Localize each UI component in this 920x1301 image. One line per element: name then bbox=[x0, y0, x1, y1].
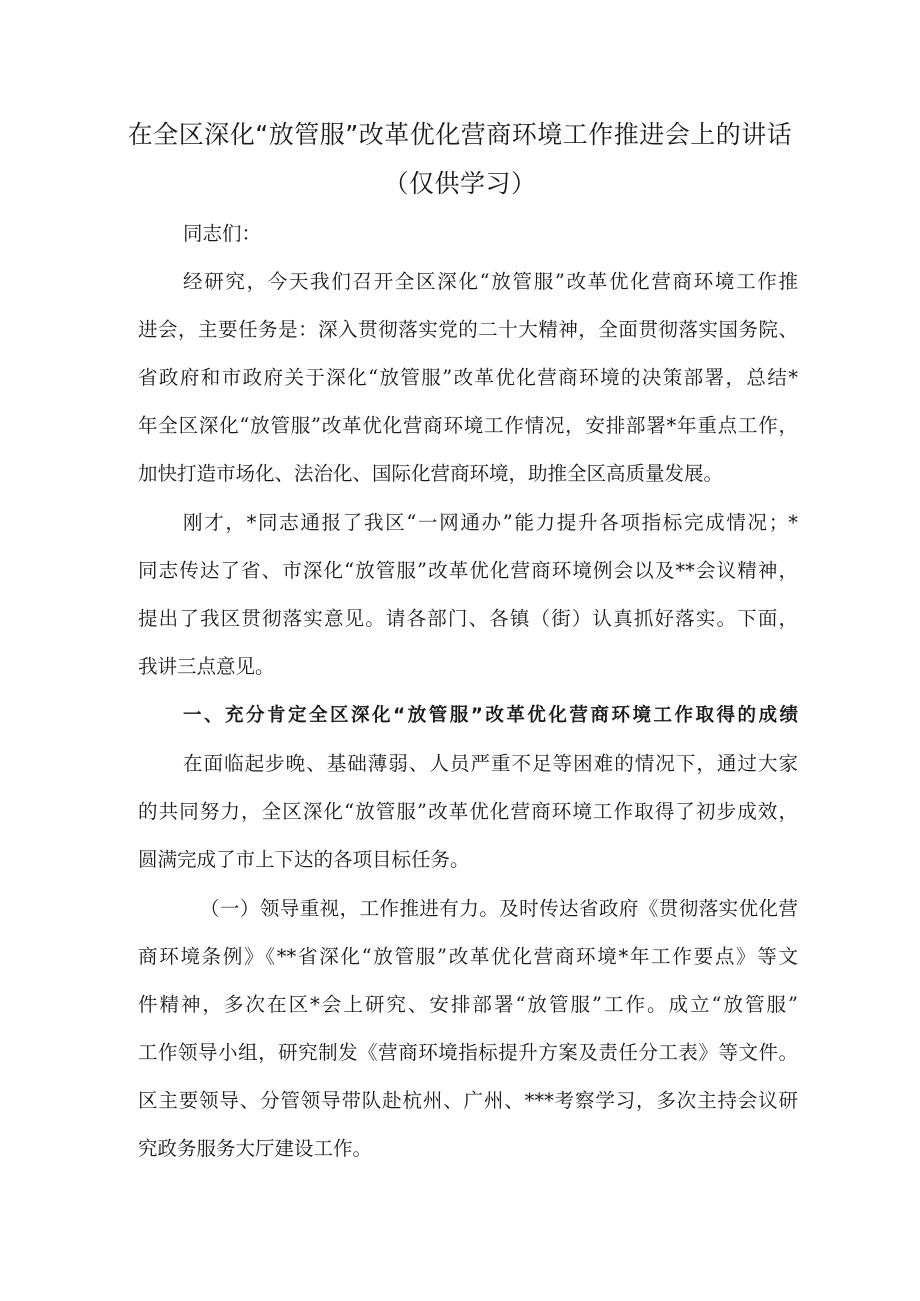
salutation: 同志们： bbox=[183, 222, 262, 245]
paragraph-3-line-2: 的共同努力，全区深化“放管服”改革优化营商环境工作取得了初步成效， bbox=[138, 800, 798, 823]
document-title: 在全区深化“放管服”改革优化营商环境工作推进会上的讲话 bbox=[127, 120, 793, 149]
section-heading-1: 一、充分肯定全区深化“放管服”改革优化营商环境工作取得的成绩 bbox=[183, 705, 798, 726]
paragraph-4-line-2: 商环境条例》《**省深化“放管服”改革优化营商环境*年工作要点》等文 bbox=[138, 945, 798, 968]
paragraph-4-line-6: 究政务服务大厅建设工作。 bbox=[138, 1137, 373, 1160]
paragraph-1-line-1: 经研究，今天我们召开全区深化“放管服”改革优化营商环境工作推 bbox=[183, 270, 798, 293]
paragraph-4-line-4: 工作领导小组，研究制发《营商环境指标提升方案及责任分工表》等文件。 bbox=[138, 1041, 798, 1064]
paragraph-2-line-1: 刚才，*同志通报了我区“一网通办”能力提升各项指标完成情况；* bbox=[183, 511, 798, 534]
paragraph-2-line-4: 我讲三点意见。 bbox=[138, 655, 275, 678]
paragraph-1-line-2: 进会，主要任务是：深入贯彻落实党的二十大精神，全面贯彻落实国务院、 bbox=[138, 318, 798, 341]
paragraph-1-line-5: 加快打造市场化、法治化、国际化营商环境，助推全区高质量发展。 bbox=[138, 462, 724, 485]
paragraph-2-line-2: 同志传达了省、市深化“放管服”改革优化营商环境例会以及**会议精神， bbox=[138, 559, 798, 582]
paragraph-4-line-1: （一）领导重视，工作推进有力。及时传达省政府《贯彻落实优化营 bbox=[200, 897, 798, 920]
paragraph-4-line-5: 区主要领导、分管领导带队赴杭州、广州、***考察学习，多次主持会议研 bbox=[138, 1089, 798, 1112]
paragraph-1-line-3: 省政府和市政府关于深化“放管服”改革优化营商环境的决策部署，总结* bbox=[138, 366, 798, 389]
paragraph-4-line-3: 件精神，多次在区*会上研究、安排部署“放管服”工作。成立“放管服” bbox=[138, 993, 798, 1016]
paragraph-3-line-1: 在面临起步晚、基础薄弱、人员严重不足等困难的情况下，通过大家 bbox=[183, 752, 798, 775]
document-subtitle: （仅供学习） bbox=[383, 169, 537, 198]
paragraph-1-line-4: 年全区深化“放管服”改革优化营商环境工作情况，安排部署*年重点工作， bbox=[138, 414, 798, 437]
paragraph-2-line-3: 提出了我区贯彻落实意见。请各部门、各镇（街）认真抓好落实。下面， bbox=[138, 607, 798, 630]
paragraph-3-line-3: 圆满完成了市上下达的各项目标任务。 bbox=[138, 848, 470, 871]
